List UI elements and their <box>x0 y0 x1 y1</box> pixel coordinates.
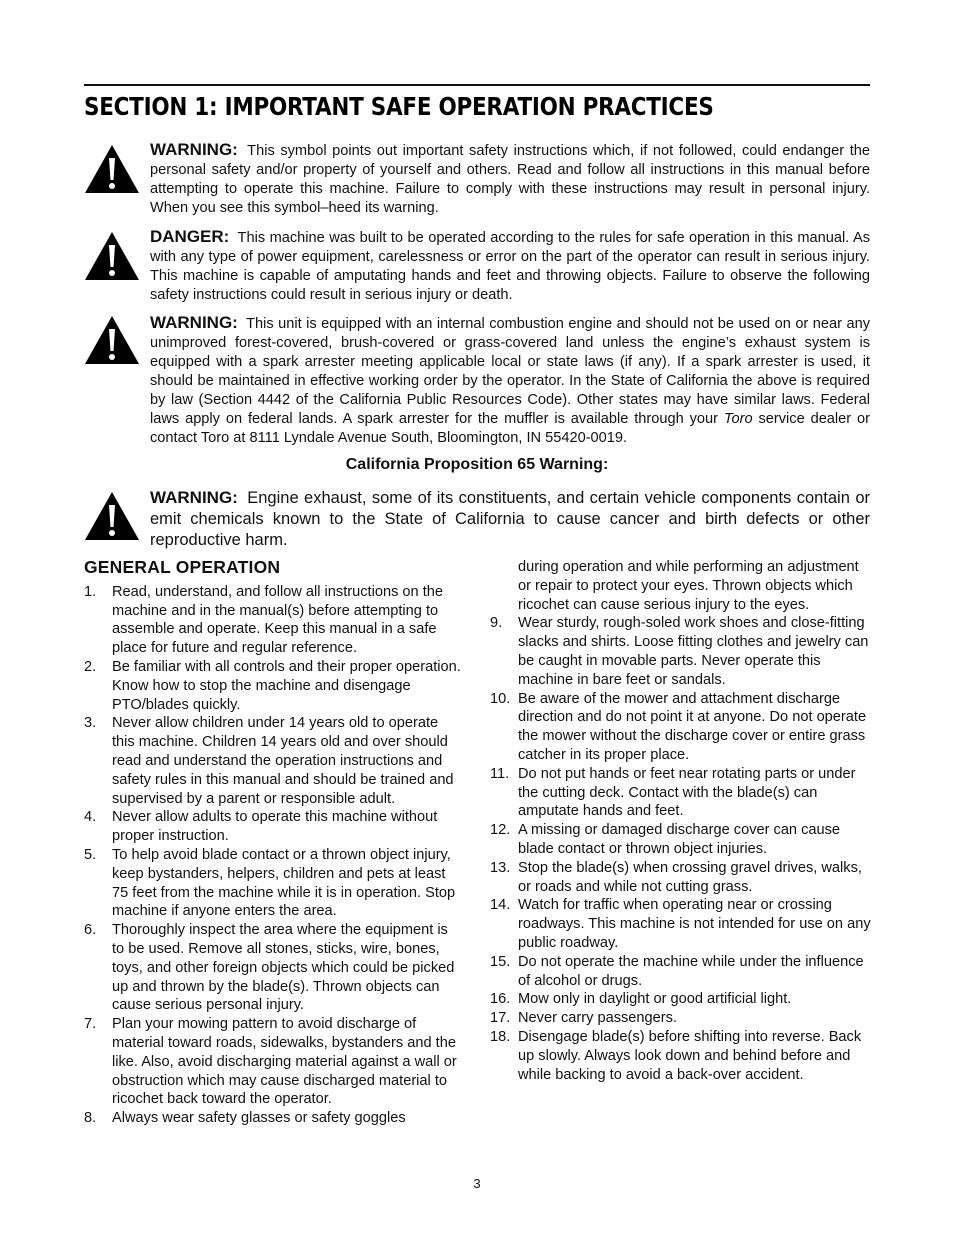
item-text: Do not put hands or feet near rotating parts or under the cutting deck. Contact with the blade(s) can amputate hands and feet. <box>518 765 856 820</box>
item-text: Read, understand, and follow all instructions on the machine and in the manual(s) before attempting to assemble and operate. Keep this manual in a safe place for future and regular reference. <box>112 583 443 657</box>
warning-triangle-icon <box>84 144 140 194</box>
prop65-heading: California Proposition 65 Warning: <box>345 456 609 473</box>
notice-text <box>150 227 870 305</box>
item-number: 3. <box>84 715 97 732</box>
notice-lead: DANGER: <box>150 227 230 246</box>
item-number: 10. <box>490 690 511 707</box>
list-item <box>490 821 874 859</box>
item-number: 6. <box>84 922 97 939</box>
notice-body: This unit is equipped with an internal combustion engine and should not be used on or near any unimproved forest-covered, brush-covered or grass-covered land unless the engine’s exhaust system is equipped with a spark arrester meeting applicable local or state laws (if any). If a spark arrester is used, it should be maintained in effective working order by the operator. In the State of California the above is required by law (Section 4442 of the California Public Resources Code). Other states may have similar laws. Federal laws apply on federal lands. A spark arrester for the muffler is available through your <box>150 316 871 427</box>
item-number: 11. <box>490 765 510 782</box>
item-text: Never allow children under 14 years old to operate this machine. Children 14 years old and over should read and understand the operation instructions and safety rules in this manual and should be trained and supervised by a parent or responsible adult. <box>112 715 454 807</box>
warning-triangle-icon <box>84 231 140 281</box>
item-number: 13. <box>490 859 511 876</box>
item-text: Thoroughly inspect the area where the equipment is to be used. Remove all stones, sticks, wire, bones, toys, and other foreign objects which could be picked up and thrown by the blade(s). Thrown objects can cause serious personal injury. <box>112 922 455 1014</box>
item-text: Watch for traffic when operating near or crossing roadways. This machine is not intended for use on any public roadway. <box>518 897 871 951</box>
notice-text <box>150 487 870 551</box>
list-item <box>490 896 874 952</box>
list-item <box>84 846 462 921</box>
list-item <box>490 1009 874 1028</box>
warning-triangle-icon <box>84 315 140 365</box>
notice-body: This symbol points out important safety instructions which, if not followed, could endanger the personal safety and/or property of yourself and others. Read and follow all instructions in this manual before attempting to operate this machine. Failure to comply with these instructions may result in personal injury. When you see this symbol–heed its warning. <box>150 143 870 216</box>
item-number: 18. <box>490 1028 511 1045</box>
notice-lead: WARNING: <box>150 488 238 507</box>
item-text: Wear sturdy, rough-soled work shoes and close-fitting slacks and shirts. Loose fitting clothes and jewelry can be caught in movable parts. Never operate this machine in bare feet or sandals. <box>518 615 869 688</box>
item-number: 7. <box>84 1016 97 1033</box>
list-item <box>490 953 874 991</box>
brand-name: Toro <box>723 411 753 427</box>
item-number: 14. <box>490 897 511 914</box>
item-text: Plan your mowing pattern to avoid discharge of material toward roads, sidewalks, bystanders and the like. Also, avoid discharging material against a wall or obstruction which may cause discharged material to ricochet back toward the operator. <box>112 1016 457 1108</box>
warning-triangle-icon <box>84 491 140 541</box>
item-number: 1. <box>84 583 97 600</box>
item-text: To help avoid blade contact or a thrown object injury, keep bystanders, helpers, children and pets at least 75 feet from the machine while it is in operation. Stop machine if anyone enters the area. <box>112 846 456 920</box>
list-item <box>490 1028 874 1084</box>
item-text: Mow only in daylight or good artificial light. <box>518 991 792 1008</box>
general-operation-heading: GENERAL OPERATION <box>84 557 281 577</box>
list-item <box>490 614 874 689</box>
item-text: Stop the blade(s) when crossing gravel drives, walks, or roads and while not cutting grass. <box>518 859 862 895</box>
item-number: 4. <box>84 809 97 826</box>
section-title: SECTION 1: IMPORTANT SAFE OPERATION PRACTICES <box>84 92 714 121</box>
list-item <box>84 921 462 1015</box>
item-number: 2. <box>84 658 97 675</box>
item-text: Be familiar with all controls and their proper operation. Know how to stop the machine and disengage PTO/blades quickly. <box>112 658 461 713</box>
notice-body-end: service dealer or contact Toro at 8111 Lyndale Avenue South, Bloomington, IN 55420-0019. <box>150 411 871 446</box>
item-number: 9. <box>490 615 503 632</box>
notice-text <box>150 313 870 448</box>
notice-body: This machine was built to be operated according to the rules for safe operation in this manual. As with any type of power equipment, carelessness or error on the part of the operator can result in serious injury. This machine is capable of amputating hands and feet and throwing objects. Failure to observe the following safety instructions could result in serious injury or death. <box>150 230 870 303</box>
item-number: 5. <box>84 846 97 863</box>
item-text: Never carry passengers. <box>518 1010 677 1027</box>
notice-lead: WARNING: <box>150 313 238 332</box>
item-text: Do not operate the machine while under the influence of alcohol or drugs. <box>518 953 864 989</box>
notice-lead: WARNING: <box>150 140 238 159</box>
item-number: 17. <box>490 1010 511 1027</box>
item-number: 15. <box>490 953 511 970</box>
list-item <box>84 1015 462 1109</box>
list-item <box>84 714 462 808</box>
item-number: 12. <box>490 822 511 839</box>
list-item <box>84 658 462 714</box>
item8-continuation: during operation and while performing an adjustment or repair to protect your eyes. Thrown objects which ricochet can cause serious injury to the eyes. <box>518 559 859 613</box>
item-text: Always wear safety glasses or safety goggles <box>112 1110 406 1127</box>
item-text: Be aware of the mower and attachment discharge direction and do not point it at anyone. Do not operate the mower without the discharge cover or entire grass catcher in its proper place. <box>518 690 867 763</box>
item-number: 8. <box>84 1110 97 1127</box>
general-operation-left-column <box>84 556 462 1128</box>
list-item <box>84 808 462 846</box>
notice-body: Engine exhaust, some of its constituents, and certain vehicle components contain or emit chemicals known to the State of California to cause cancer and birth defects or other reproductive harm. <box>150 489 870 549</box>
list-item <box>490 690 874 765</box>
page-number: 3 <box>473 1176 481 1191</box>
list-item <box>490 990 874 1009</box>
list-item <box>84 583 462 658</box>
item-text: Never allow adults to operate this machine without proper instruction. <box>112 809 438 845</box>
item-text: Disengage blade(s) before shifting into reverse. Back up slowly. Always look down and behind before and while backing to avoid a back-over accident. <box>518 1028 862 1083</box>
item-text: A missing or damaged discharge cover can cause blade contact or thrown object injuries. <box>518 822 841 857</box>
header-rule <box>84 84 870 86</box>
list-item <box>490 859 874 897</box>
item-number: 16. <box>490 991 511 1008</box>
general-operation-right-column <box>490 556 874 1084</box>
list-item <box>84 1109 462 1128</box>
notice-text <box>150 140 870 218</box>
list-item <box>490 765 874 821</box>
